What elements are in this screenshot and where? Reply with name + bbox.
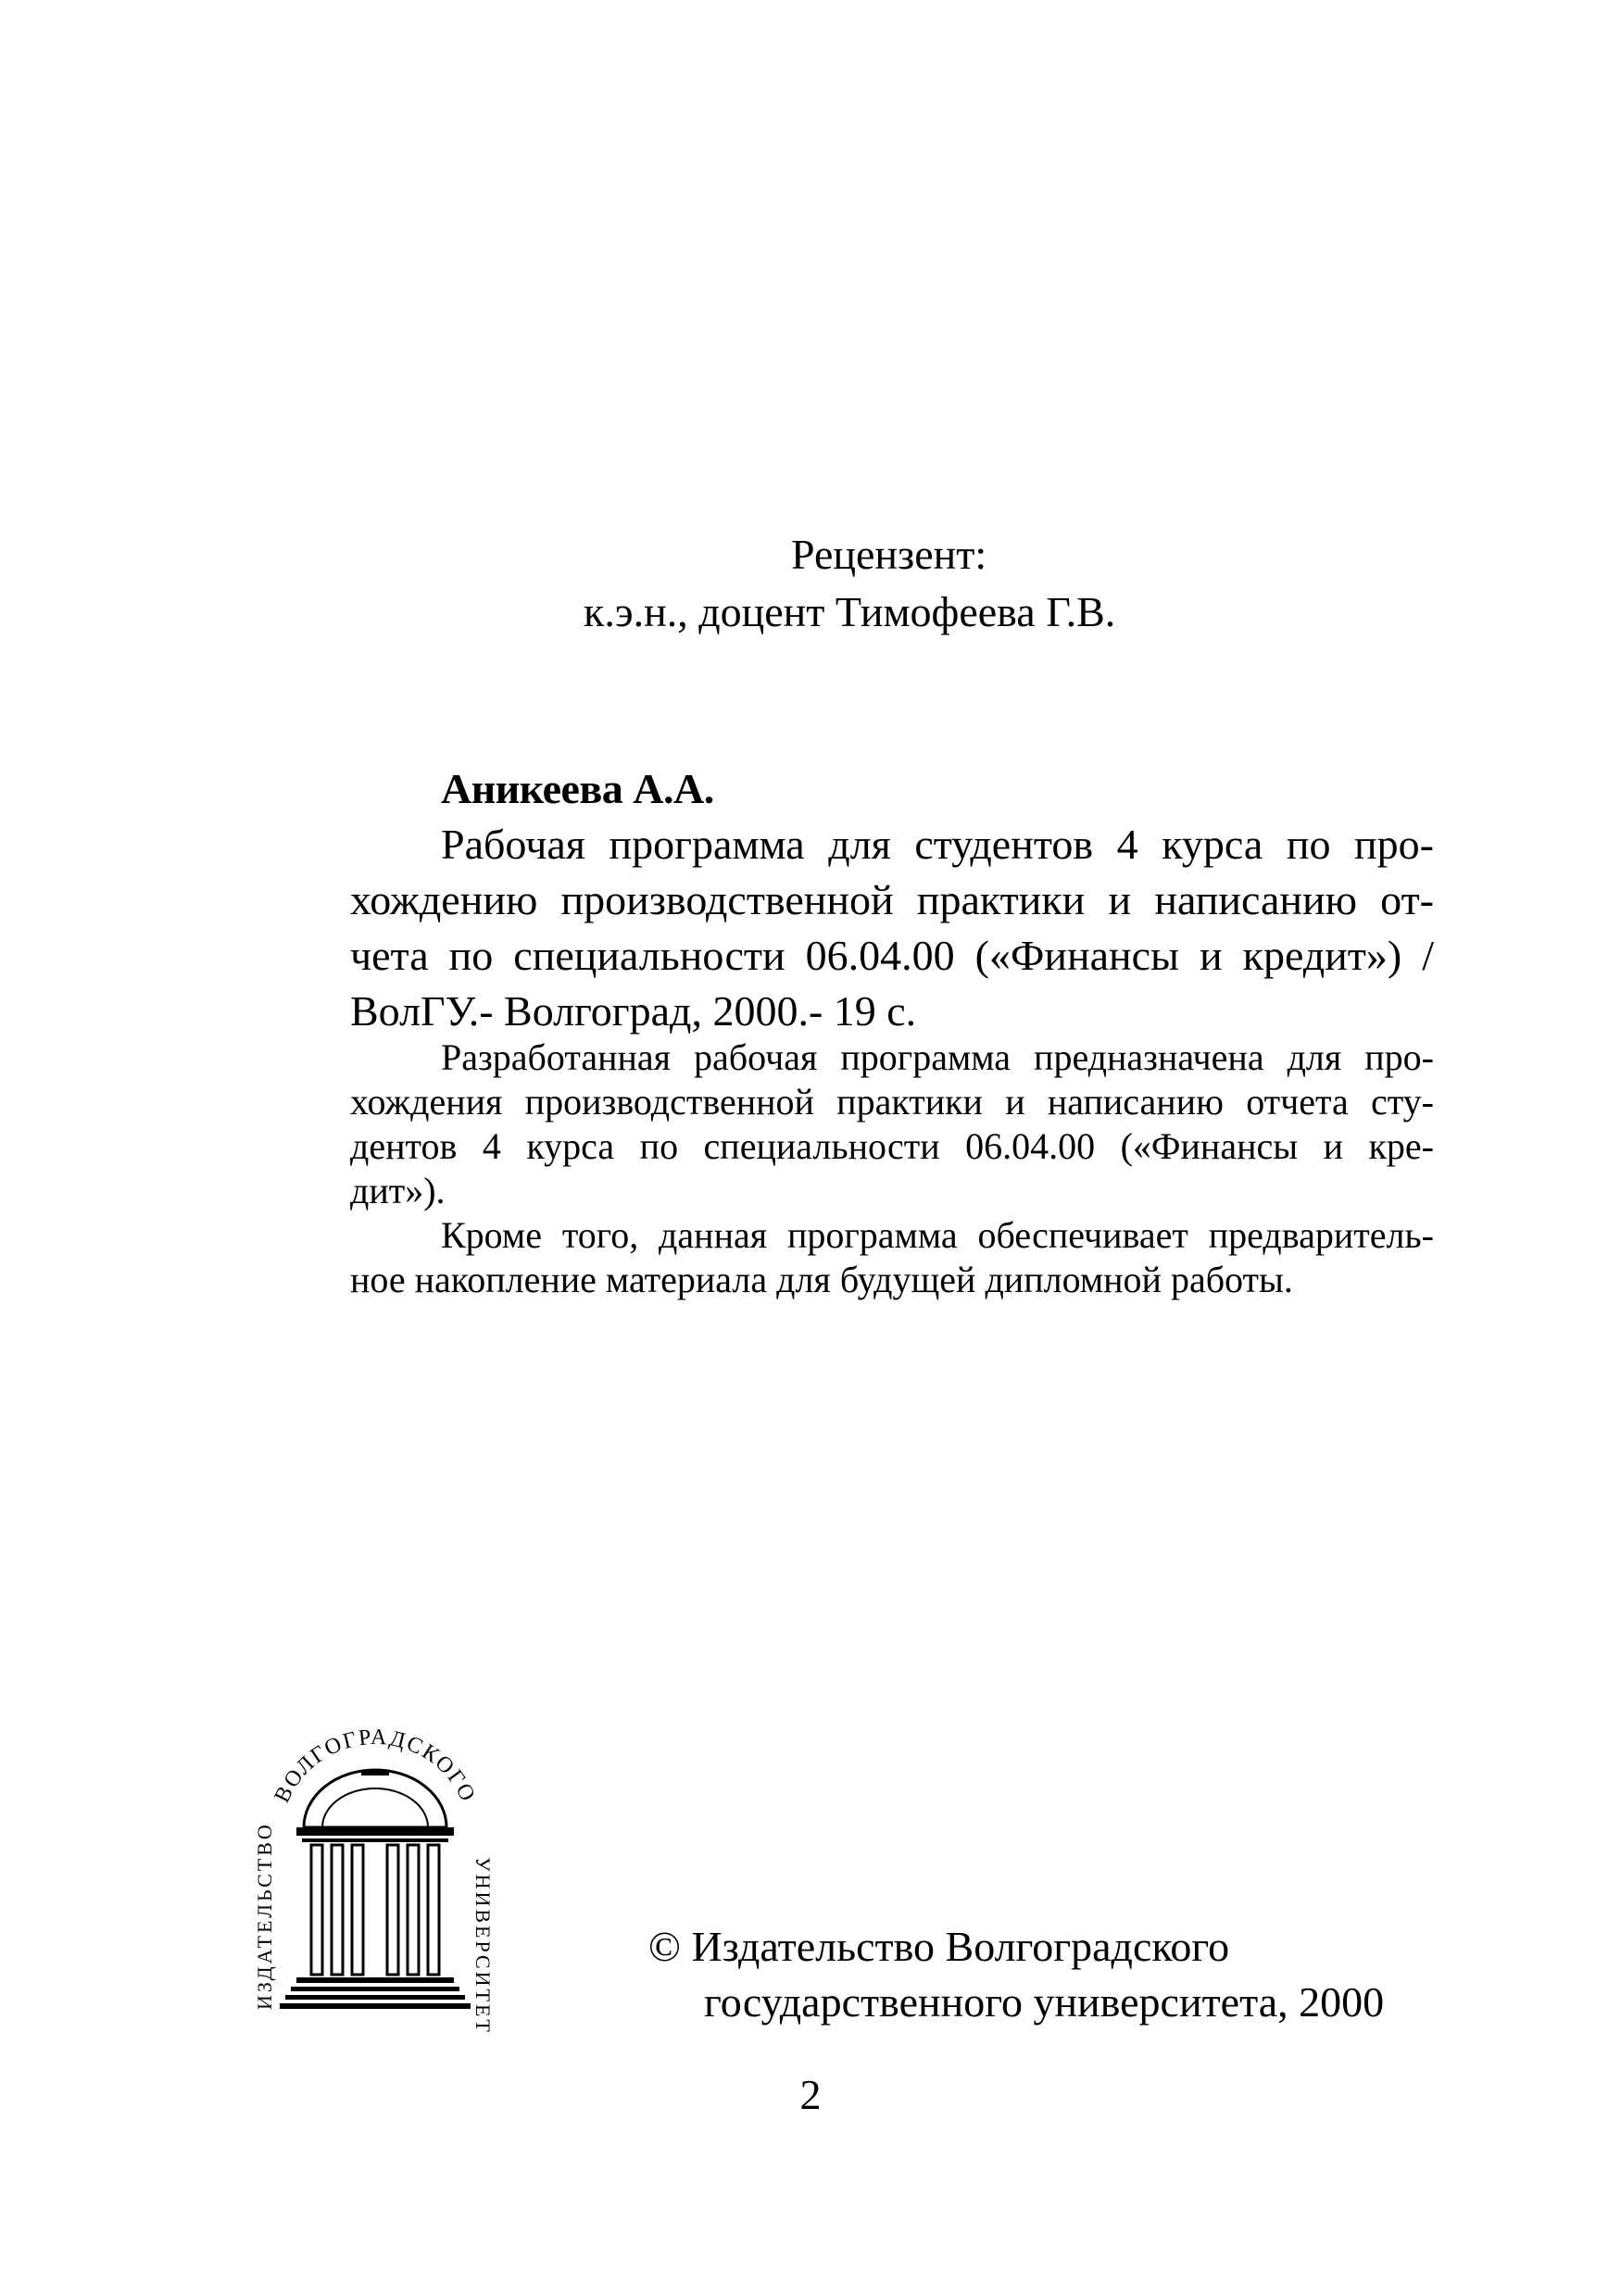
abstract-line: дентов 4 курса по специальности 06.04.00 («Финансы и кре- xyxy=(350,1125,1434,1167)
logo-left-text: ИЗДАТЕЛЬСТВО xyxy=(253,1822,276,2010)
reviewer-name: к.э.н., доцент Тимофеева Г.В. xyxy=(584,588,1116,635)
abstract xyxy=(350,1035,1434,1302)
annotation-line: чета по специальности 06.04.00 («Финансы и кредит») / xyxy=(350,932,1434,979)
reviewer-heading: Рецензент: xyxy=(791,531,987,578)
publisher-logo-graphic xyxy=(248,1700,498,2033)
page-number: 2 xyxy=(799,2071,822,2118)
publisher-logo xyxy=(248,1700,498,2033)
logo-arc-text: ВОЛГОГРАДСКОГО xyxy=(270,1725,481,1807)
abstract-line: дит»). xyxy=(350,1170,446,1211)
annotation-line: хождению производственной практики и написанию от- xyxy=(350,876,1434,923)
annotation-line: Рабочая программа для студентов 4 курса по про- xyxy=(441,821,1434,868)
abstract-line: Разработанная рабочая программа предназначена для про- xyxy=(441,1036,1434,1078)
copyright-line: © Издательство Волгоградского xyxy=(648,1923,1230,1970)
reviewer-block xyxy=(519,526,1260,641)
logo-right-text: УНИВЕРСИТЕТА xyxy=(471,1857,495,2033)
bibliographic-annotation xyxy=(350,761,1434,1039)
author-name: Аникеева А.А. xyxy=(441,765,714,812)
copyright-line: государственного университета, 2000 xyxy=(704,1978,1385,2026)
abstract-line: ное накопление материала для будущей дипломной работы. xyxy=(350,1259,1293,1300)
abstract-line: Кроме того, данная программа обеспечивает предваритель- xyxy=(441,1214,1434,1256)
annotation-line: ВолГУ.- Волгоград, 2000.- 19 с. xyxy=(350,987,917,1035)
copyright-notice xyxy=(648,1919,1482,2030)
abstract-line: хождения производственной практики и написанию отчета сту- xyxy=(350,1081,1434,1123)
